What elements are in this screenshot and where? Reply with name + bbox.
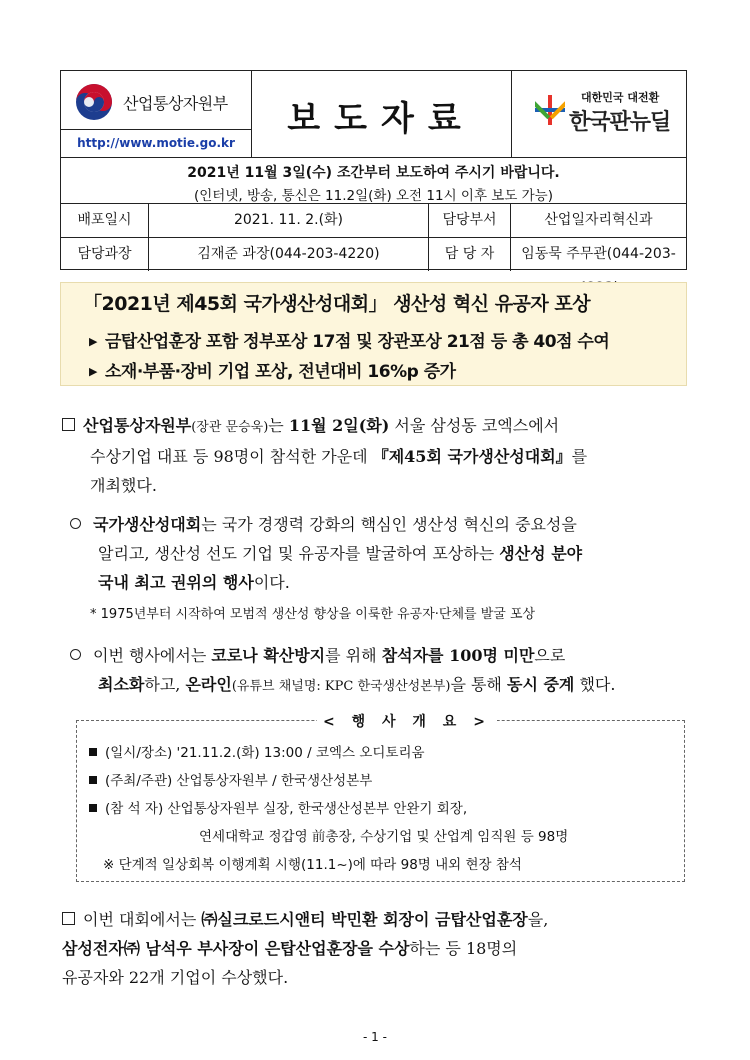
footnote-1: * 1975년부터 시작하여 모범적 생산성 향상을 이룩한 유공자·단체를 발굴 포상 [90,607,536,622]
ministry-logo [71,79,241,125]
square-bullet-icon [62,912,75,925]
event-item-3-text: (참 석 자) 산업통상자원부 실장, 한국생산성본부 안완기 회장, [105,801,468,817]
p1-location: 서울 삼성동 코엑스에서 [389,416,560,435]
headline-main: 「2021년 제45회 국가생산성대회」 생산성 혁신 유공자 포상 [83,293,591,315]
paragraph-1-line-3: 개최했다. [90,476,157,495]
event-overview-box [76,714,685,882]
new-deal-mark-icon [535,95,565,125]
paragraph-3-line-2 [70,670,695,701]
p3-l2-g: 했다. [574,675,616,694]
event-item-host [89,769,372,789]
p1-minister: (장관 문승욱) [191,420,269,435]
p2-bold-3: 국내 최고 권위의 행사 [98,573,254,592]
p3-l2-d: (유튜브 채널명: KPC 한국생산성본부) [231,679,451,694]
distribution-date-label: 배포일시 [61,203,149,237]
p3-l2-b: 하고, [144,675,186,694]
press-header-table [60,70,687,270]
paragraph-1-line-1 [62,411,692,442]
brand-slogan: 대한민국 대전환 [581,91,660,104]
event-item-1-text: (일시/장소) '21.11.2.(화) 13:00 / 코엑스 오디토리움 [105,745,425,761]
p2-event: 국가생산성대회 [93,515,202,534]
headline-sub-2-text: 소재·부품·장비 기업 포상, 전년대비 16%p 증가 [104,362,456,382]
event-item-attendees-cont: 연세대학교 정갑영 前총장, 수상기업 및 산업계 임직원 등 98명 [199,829,569,845]
p3-l2-e: 을 통해 [450,675,507,694]
p4-l2-a: 삼성전자㈜ 남석우 부사장이 은탑산업훈장을 수상 [62,939,410,958]
p3-b: 코로나 확산방지 [211,646,326,665]
square-bullet-icon [89,804,97,812]
staff: 임동묵 주무관(044-203- [521,246,676,262]
ministry-url-link[interactable]: http://www.motie.go.kr [77,136,235,150]
p2-text: 는 국가 경쟁력 강화의 핵심인 생산성 혁신의 중요성을 [201,515,577,534]
paragraph-3 [70,641,695,701]
event-overview-title: < 행 사 개 요 > [317,711,497,731]
p3-l2-f: 동시 중계 [506,675,575,694]
p3-d: 참석자를 100명 미만 [381,646,535,665]
korean-new-deal-logo [511,71,686,157]
p1-particle-2: 를 [571,447,588,466]
url-cell [61,129,251,158]
paragraph-4 [62,905,692,992]
event-note: ※ 단계적 일상회복 이행계획 시행(11.1~)에 따라 98명 내외 현장 참석 [103,857,522,873]
paragraph-2 [70,510,695,597]
department: 산업일자리혁신과 [544,212,653,228]
ministry-logo-cell [61,71,252,157]
p3-e: 으로 [534,646,566,665]
p4-a: 이번 대회에서는 [83,910,202,929]
triangle-bullet-icon: ▶ [89,335,97,348]
page-title: 보도자료 [287,99,475,139]
info-row-2 [61,237,686,271]
p2-text-2: 알리고, 생산성 선도 기업 및 유공자를 발굴하여 포상하는 [98,544,500,563]
paragraph-4-line-3: 유공자와 22개 기업이 수상했다. [62,968,289,987]
headline-box [60,282,687,386]
brand-name: 한국판뉴딜 [569,110,671,135]
p1-event-name: 『제45회 국가생산성대회』 [372,447,572,466]
manager-label: 담당과장 [61,237,149,271]
p3-l2-c: 온라인 [185,675,232,694]
department-label: 담당부서 [429,203,511,237]
page-number: - 1 - [363,1030,387,1044]
taeguk-icon [75,83,113,121]
circle-bullet-icon [70,649,81,660]
square-bullet-icon [89,776,97,784]
p3-l2-a: 최소화 [98,675,145,694]
embargo-line-1: 2021년 11월 3일(수) 조간부터 보도하여 주시기 바랍니다. [187,165,560,181]
header-top-row [61,71,686,158]
event-item-attendees [89,797,467,817]
distribution-date: 2021. 11. 2.(화) [149,203,429,237]
headline-sub-1-text: 금탑산업훈장 포함 정부포상 17점 및 장관포상 21점 등 총 40점 수여 [104,332,610,352]
p2-end: 이다. [253,573,290,592]
manager: 김재준 과장(044-203-4220) [149,237,429,271]
paragraph-4-line-1 [62,905,692,934]
square-bullet-icon [89,748,97,756]
paragraph-2-line-1 [70,510,695,539]
paragraph-1 [62,411,692,500]
p4-l2-b: 하는 등 18명의 [409,939,518,958]
embargo-line-2: (인터넷, 방송, 통신은 11.2일(화) 오전 11시 이후 보도 가능) [194,188,553,204]
p1-attendees: 수상기업 대표 등 98명이 참석한 가운데 [90,447,373,466]
circle-bullet-icon [70,518,81,529]
p1-particle: 는 [268,416,289,435]
square-bullet-icon [62,418,75,431]
p4-c: 을, [527,910,549,929]
event-item-datetime [89,741,425,761]
headline-sub-1 [89,327,609,352]
title-cell [251,71,512,157]
staff-label: 담 당 자 [429,237,511,271]
p4-b: ㈜실크로드시앤티 박민환 회장이 금탑산업훈장 [201,910,528,929]
embargo-notice [61,157,686,204]
p3-a: 이번 행사에서는 [93,646,212,665]
event-item-2-text: (주최/주관) 산업통상자원부 / 한국생산성본부 [105,773,373,789]
paragraph-3-line-1 [70,641,695,670]
ministry-name: 산업통상자원부 [123,94,228,113]
paragraph-2-line-2 [70,539,695,568]
p3-c: 를 위해 [325,646,382,665]
paragraph-2-line-3 [70,568,695,597]
info-row-1 [61,203,686,238]
triangle-bullet-icon: ▶ [89,365,97,378]
p1-ministry: 산업통상자원부 [83,416,192,435]
p2-bold-2: 생산성 분야 [499,544,583,563]
paragraph-4-line-2 [62,934,692,963]
paragraph-1-line-2 [62,442,692,471]
p1-date: 11월 2일(화) [288,416,390,435]
headline-sub-2 [89,357,456,382]
